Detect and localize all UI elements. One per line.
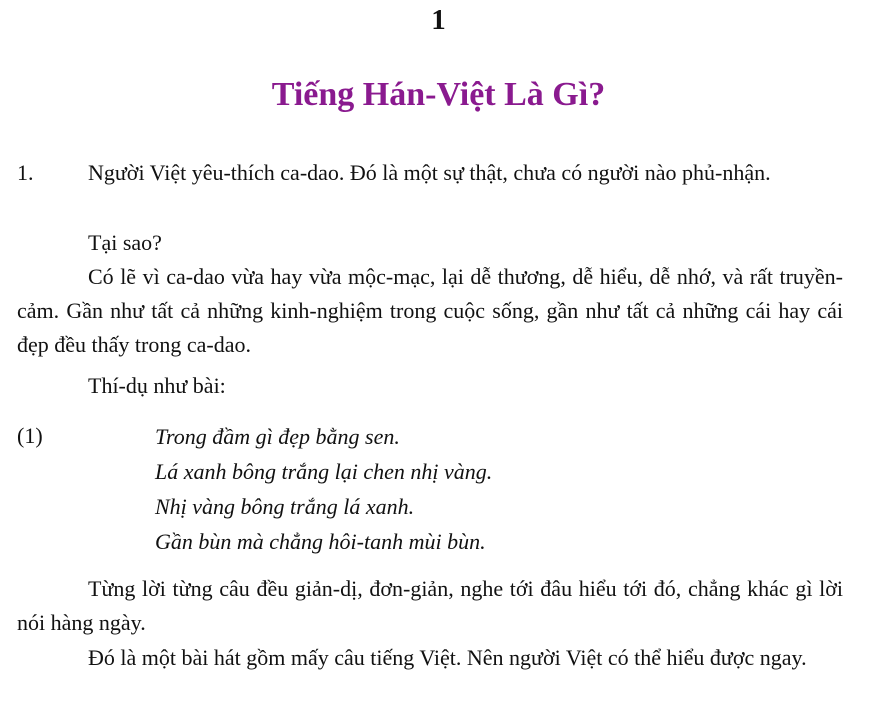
paragraph-2: Tại sao?: [88, 230, 162, 255]
verse-number: (1): [17, 423, 43, 448]
verse-line: Trong đầm gì đẹp bằng sen.: [155, 424, 400, 449]
paragraph-1: [17, 156, 843, 190]
chapter-title: Tiếng Hán-Việt Là Gì?: [271, 76, 606, 113]
paragraph-6: Đó là một bài hát gồm mấy câu tiếng Việt. Nên người Việt có thể hiểu được ngay.: [88, 645, 807, 670]
verse-line: Gần bùn mà chẳng hôi-tanh mùi bùn.: [155, 529, 486, 554]
verse-block: [155, 419, 492, 559]
paragraph-5: Từng lời từng câu đều giản-dị, đơn-giản, nghe tới đâu hiểu tới đó, chẳng khác gì lời nói hàng ngày.: [17, 576, 843, 635]
paragraph-1-text: Người Việt yêu-thích ca-dao. Đó là một sự thật, chưa có người nào phủ-nhận.: [88, 160, 771, 185]
verse-line: Lá xanh bông trắng lại chen nhị vàng.: [155, 459, 493, 484]
paragraph-number: 1.: [17, 160, 34, 185]
chapter-number: 1: [431, 4, 446, 36]
paragraph-3: Có lẽ vì ca-dao vừa hay vừa mộc-mạc, lại dễ thương, dễ hiểu, dễ nhớ, và rất truyền-cảm. Gần như tất cả những kinh-nghiệm trong cuộc sống, gần như tất cả những cái hay cái đẹp đều thấy trong ca-dao.: [17, 264, 843, 357]
verse-line: Nhị vàng bông trắng lá xanh.: [155, 494, 415, 519]
paragraph-4: Thí-dụ như bài:: [88, 373, 226, 398]
